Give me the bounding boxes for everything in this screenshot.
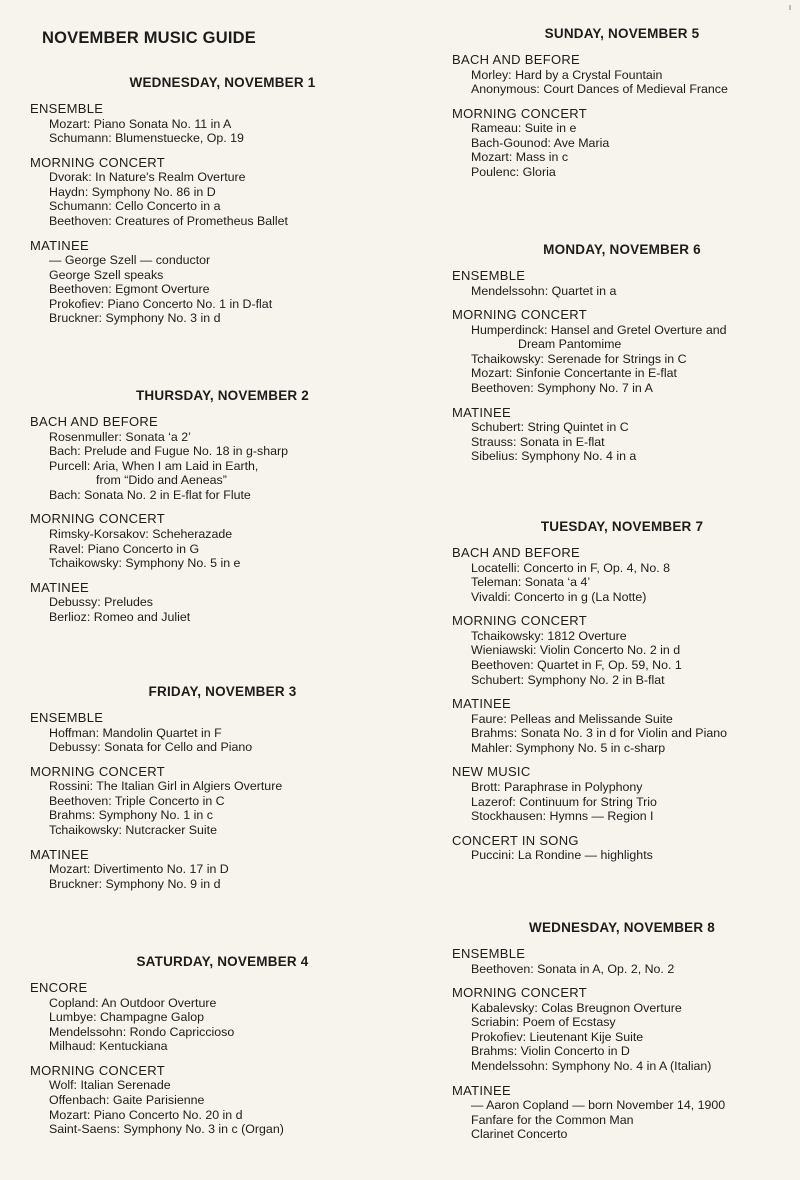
program-item: Haydn: Symphony No. 86 in D bbox=[49, 184, 216, 199]
program-item: Milhaud: Kentuckiana bbox=[49, 1039, 168, 1054]
program-item: Schumann: Blumenstuecke, Op. 19 bbox=[49, 131, 244, 146]
day-heading: TUESDAY, NOVEMBER 7 bbox=[540, 519, 704, 534]
program-item: Stockhausen: Hymns — Region I bbox=[471, 809, 654, 824]
day-thursday-nov-2 bbox=[30, 388, 415, 634]
day-heading: SATURDAY, NOVEMBER 4 bbox=[136, 954, 309, 969]
program-item: Dvorak: In Nature's Realm Overture bbox=[49, 170, 246, 185]
program-section bbox=[30, 981, 415, 1054]
program-section bbox=[30, 239, 415, 326]
section-title: MORNING CONCERT bbox=[30, 154, 165, 170]
section-title: ENCORE bbox=[30, 980, 88, 995]
program-item: Mendelssohn: Rondo Capriccioso bbox=[49, 1024, 235, 1039]
section-title: MORNING CONCERT bbox=[452, 105, 587, 121]
program-section bbox=[452, 614, 792, 687]
page-title: NOVEMBER MUSIC GUIDE bbox=[42, 29, 256, 47]
program-item: Debussy: Sonata for Cello and Piano bbox=[49, 740, 253, 755]
program-item: — George Szell — conductor bbox=[49, 253, 211, 268]
program-section bbox=[452, 546, 792, 604]
program-item: Lumbye: Champagne Galop bbox=[49, 1010, 204, 1025]
program-item: Brahms: Violin Concerto in D bbox=[471, 1044, 630, 1059]
program-item: Bruckner: Symphony No. 3 in d bbox=[49, 311, 221, 326]
program-section bbox=[452, 697, 792, 755]
program-section bbox=[452, 269, 792, 298]
program-item: Prokofiev: Piano Concerto No. 1 in D-flat bbox=[49, 296, 273, 311]
program-item: Beethoven: Symphony No. 7 in A bbox=[471, 380, 653, 395]
program-item: Puccini: La Rondine — highlights bbox=[471, 848, 653, 863]
program-list bbox=[30, 726, 415, 755]
program-item: Locatelli: Concerto in F, Op. 4, No. 8 bbox=[471, 560, 671, 575]
corner-mark: ι bbox=[789, 2, 791, 12]
program-item: Dream Pantomime bbox=[518, 337, 622, 352]
section-title: MATINEE bbox=[30, 237, 89, 253]
program-item: Mozart: Piano Concerto No. 20 in d bbox=[49, 1107, 243, 1122]
program-item: George Szell speaks bbox=[49, 267, 164, 282]
program-item: Beethoven: Triple Concerto in C bbox=[49, 793, 225, 808]
program-section bbox=[452, 53, 792, 97]
day-wednesday-nov-8 bbox=[452, 920, 792, 1152]
program-item: Bach-Gounod: Ave Maria bbox=[471, 135, 610, 150]
program-section bbox=[452, 406, 792, 464]
program-section bbox=[452, 986, 792, 1073]
program-list bbox=[452, 323, 792, 396]
section-title: CONCERT IN SONG bbox=[452, 832, 579, 848]
day-wednesday-nov-1 bbox=[30, 75, 415, 336]
program-item: Debussy: Preludes bbox=[49, 595, 153, 610]
program-section bbox=[30, 711, 415, 755]
program-item: Fanfare for the Common Man bbox=[471, 1112, 634, 1127]
program-section bbox=[30, 765, 415, 838]
section-title: MORNING CONCERT bbox=[452, 307, 587, 323]
day-sunday-nov-5 bbox=[452, 26, 792, 190]
program-item: Wolf: Italian Serenade bbox=[49, 1078, 171, 1093]
day-saturday-nov-4 bbox=[30, 954, 415, 1147]
section-title: NEW MUSIC bbox=[452, 764, 531, 780]
program-item: Vivaldi: Concerto in g (La Notte) bbox=[471, 589, 647, 604]
program-list bbox=[452, 68, 792, 97]
program-section bbox=[30, 156, 415, 229]
program-section bbox=[452, 765, 792, 823]
program-list bbox=[452, 420, 792, 464]
program-item: Poulenc: Gloria bbox=[471, 164, 556, 179]
program-section bbox=[452, 107, 792, 180]
program-item: Rosenmuller: Sonata ‘a 2’ bbox=[49, 429, 191, 444]
program-list bbox=[452, 629, 792, 687]
program-item: Mendelssohn: Symphony No. 4 in A (Italian) bbox=[471, 1058, 712, 1073]
day-tuesday-nov-7 bbox=[452, 519, 792, 873]
day-heading: WEDNESDAY, NOVEMBER 1 bbox=[129, 75, 316, 90]
program-item: Schubert: String Quintet in C bbox=[471, 420, 629, 435]
program-list bbox=[30, 862, 415, 891]
day-heading: SUNDAY, NOVEMBER 5 bbox=[544, 26, 700, 41]
day-heading: MONDAY, NOVEMBER 6 bbox=[543, 242, 701, 257]
program-list bbox=[30, 779, 415, 837]
section-title: MORNING CONCERT bbox=[30, 763, 165, 779]
program-item: Teleman: Sonata ‘a 4’ bbox=[471, 575, 591, 590]
program-item: Offenbach: Gaite Parisienne bbox=[49, 1092, 205, 1107]
program-item: Bach: Sonata No. 2 in E-flat for Flute bbox=[49, 487, 251, 502]
program-item: Wieniawski: Violin Concerto No. 2 in d bbox=[471, 643, 681, 658]
program-list bbox=[452, 1001, 792, 1074]
program-item: Tchaikowsky: Nutcracker Suite bbox=[49, 822, 218, 837]
program-item: Tchaikowsky: 1812 Overture bbox=[471, 628, 627, 643]
section-title: MORNING CONCERT bbox=[452, 613, 587, 629]
day-heading: FRIDAY, NOVEMBER 3 bbox=[148, 684, 297, 699]
program-item: Lazerof: Continuum for String Trio bbox=[471, 794, 657, 809]
section-title: ENSEMBLE bbox=[452, 946, 526, 961]
section-title: BACH AND BEFORE bbox=[452, 545, 581, 560]
program-item: Scriabin: Poem of Ecstasy bbox=[471, 1015, 616, 1030]
program-list bbox=[30, 527, 415, 571]
program-item: Mozart: Piano Sonata No. 11 in A bbox=[49, 116, 232, 131]
program-section bbox=[30, 512, 415, 570]
program-item: Mendelssohn: Quartet in a bbox=[471, 283, 617, 298]
program-item: Clarinet Concerto bbox=[471, 1127, 568, 1142]
section-title: ENSEMBLE bbox=[30, 101, 104, 116]
program-item: Prokofiev: Lieutenant Kije Suite bbox=[471, 1029, 644, 1044]
program-item: Beethoven: Quartet in F, Op. 59, No. 1 bbox=[471, 657, 682, 672]
program-list bbox=[452, 561, 792, 605]
section-title: MATINEE bbox=[452, 696, 511, 712]
program-item: Schumann: Cello Concerto in a bbox=[49, 199, 221, 214]
program-item: Bach: Prelude and Fugue No. 18 in g-sharp bbox=[49, 444, 289, 459]
section-title: MORNING CONCERT bbox=[30, 511, 165, 527]
program-list bbox=[30, 430, 415, 503]
section-title: MATINEE bbox=[30, 846, 89, 862]
program-item: Berlioz: Romeo and Juliet bbox=[49, 609, 191, 624]
day-monday-nov-6 bbox=[452, 242, 792, 474]
program-list bbox=[452, 1098, 792, 1142]
program-list bbox=[30, 595, 415, 624]
program-item: Copland: An Outdoor Overture bbox=[49, 995, 217, 1010]
program-item: Mozart: Divertimento No. 17 in D bbox=[49, 862, 229, 877]
program-list bbox=[452, 780, 792, 824]
program-list bbox=[452, 121, 792, 179]
program-item: Brahms: Sonata No. 3 in d for Violin and Piano bbox=[471, 726, 727, 741]
day-friday-nov-3 bbox=[30, 684, 415, 901]
program-item: Purcell: Aria, When I am Laid in Earth, bbox=[49, 458, 259, 473]
program-item: Anonymous: Court Dances of Medieval France bbox=[471, 82, 728, 97]
day-heading: THURSDAY, NOVEMBER 2 bbox=[135, 388, 310, 403]
program-item: Morley: Hard by a Crystal Fountain bbox=[471, 67, 663, 82]
program-item: Brott: Paraphrase in Polyphony bbox=[471, 779, 643, 794]
program-item: — Aaron Copland — born November 14, 1900 bbox=[471, 1098, 726, 1113]
program-item: Mozart: Mass in c bbox=[471, 150, 569, 165]
program-list bbox=[30, 253, 415, 326]
program-list bbox=[30, 996, 415, 1054]
section-title: MATINEE bbox=[452, 1082, 511, 1098]
section-title: ENSEMBLE bbox=[30, 710, 104, 725]
program-item: Ravel: Piano Concerto in G bbox=[49, 541, 200, 556]
program-list bbox=[30, 1078, 415, 1136]
program-item: Hoffman: Mandolin Quartet in F bbox=[49, 725, 222, 740]
program-item: Saint-Saens: Symphony No. 3 in c (Organ) bbox=[49, 1122, 284, 1137]
program-item: Mahler: Symphony No. 5 in c-sharp bbox=[471, 740, 666, 755]
program-item: Rameau: Suite in e bbox=[471, 121, 577, 136]
program-item: Bruckner: Symphony No. 9 in d bbox=[49, 876, 221, 891]
program-item: Brahms: Symphony No. 1 in c bbox=[49, 808, 213, 823]
section-title: MORNING CONCERT bbox=[452, 985, 587, 1001]
program-item: Rimsky-Korsakov: Scheherazade bbox=[49, 526, 233, 541]
program-item: Mozart: Sinfonie Concertante in E-flat bbox=[471, 366, 677, 381]
section-title: BACH AND BEFORE bbox=[30, 414, 159, 429]
program-section bbox=[30, 415, 415, 502]
section-title: BACH AND BEFORE bbox=[452, 52, 581, 67]
program-item: Strauss: Sonata in E-flat bbox=[471, 434, 605, 449]
program-section bbox=[452, 947, 792, 976]
program-item: Schubert: Symphony No. 2 in B-flat bbox=[471, 672, 665, 687]
program-list bbox=[30, 170, 415, 228]
program-list bbox=[452, 284, 792, 299]
program-section bbox=[452, 308, 792, 395]
program-section bbox=[30, 848, 415, 892]
section-title: ENSEMBLE bbox=[452, 268, 526, 283]
program-item: Tchaikowsky: Symphony No. 5 in e bbox=[49, 556, 241, 571]
program-item: Sibelius: Symphony No. 4 in a bbox=[471, 449, 637, 464]
program-list bbox=[452, 962, 792, 977]
program-list bbox=[452, 848, 792, 863]
day-heading: WEDNESDAY, NOVEMBER 8 bbox=[529, 920, 715, 935]
program-section bbox=[30, 581, 415, 625]
program-section bbox=[30, 1064, 415, 1137]
program-item: Faure: Pelleas and Melissande Suite bbox=[471, 711, 673, 726]
program-item: Beethoven: Creatures of Prometheus Ballet bbox=[49, 213, 288, 228]
program-list bbox=[30, 117, 415, 146]
section-title: MATINEE bbox=[452, 404, 511, 420]
program-item: Kabalevsky: Colas Breugnon Overture bbox=[471, 1000, 682, 1015]
program-item: Humperdinck: Hansel and Gretel Overture and bbox=[471, 322, 727, 337]
program-item: Rossini: The Italian Girl in Algiers Overture bbox=[49, 779, 283, 794]
program-item: Beethoven: Sonata in A, Op. 2, No. 2 bbox=[471, 961, 675, 976]
program-item: Tchaikowsky: Serenade for Strings in C bbox=[471, 351, 687, 366]
program-section bbox=[30, 102, 415, 146]
program-section bbox=[452, 1084, 792, 1142]
program-item: Beethoven: Egmont Overture bbox=[49, 282, 210, 297]
program-item: from “Dido and Aeneas” bbox=[96, 473, 227, 488]
program-list bbox=[452, 712, 792, 756]
section-title: MORNING CONCERT bbox=[30, 1062, 165, 1078]
program-section bbox=[452, 834, 792, 863]
section-title: MATINEE bbox=[30, 579, 89, 595]
